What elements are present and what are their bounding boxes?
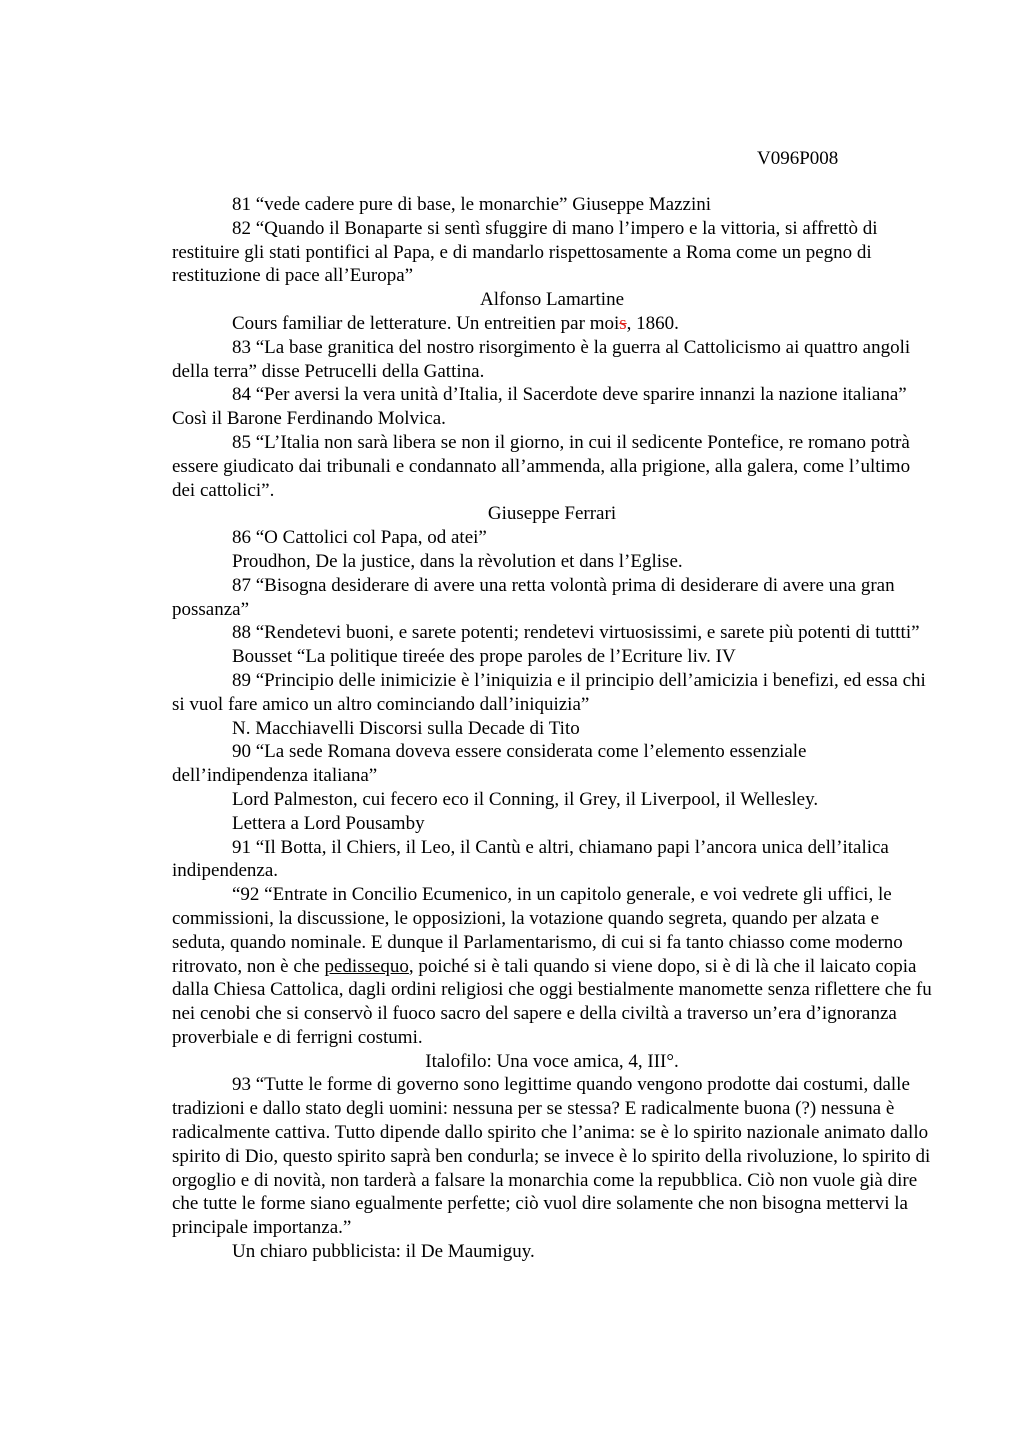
source-lamartine-date: , 1860.: [626, 312, 679, 334]
source-lettera: Lettera a Lord Pousamby: [232, 812, 425, 834]
attribution-lamartine: Alfonso Lamartine: [479, 289, 625, 311]
source-macchiavelli: N. Macchiavelli Discorsi sulla Decade di Tito: [232, 717, 580, 739]
quote-87: 87 “Bisogna desiderare di avere una retta volontà prima di desiderare di avere una gran possanza”: [172, 574, 895, 620]
quote-83: 83 “La base granitica del nostro risorgimento è la guerra al Cattolicismo ai quattro angoli della terra” disse Petrucelli della Gattina.: [172, 336, 911, 382]
quote-85: 85 “L’Italia non sarà libera se non il giorno, in cui il sedicente Pontefice, re romano potrà essere giudicato dai tribunali e condannato all’ammenda, alla prigione, alla galera, come l’ultimo dei cattolici”.: [172, 431, 911, 501]
quote-84: 84 “Per aversi la vera unità d’Italia, il Sacerdote deve sparire innanzi la nazione italiana” Così il Barone Ferdinando Molvica.: [172, 384, 907, 430]
quote-91: 91 “Il Botta, il Chiers, il Leo, il Cantù e altri, chiamano papi l’ancora unica dell’italica indipendenza.: [172, 836, 889, 882]
source-lamartine: [172, 312, 932, 336]
quote-92-start: “92 “Entrate in Concilio Ecumenico, in un capitolo generale, e voi vedrete gli uffici, le commissioni, la discussione, le opposizioni, la votazione quando segreta, quando per alzata e seduta, quando nominale. E dunque il Parlamentarismo, di cui si fa tanto chiasso come moderno ritrovato, non è che: [172, 884, 903, 977]
source-palmeston: Lord Palmeston, cui fecero eco il Conning, il Grey, il Liverpool, il Wellesley.: [232, 788, 819, 810]
document-body: [172, 193, 932, 1264]
underlined-word: pedissequo: [324, 955, 409, 977]
quote-93: 93 “Tutte le forme di governo sono legittime quando vengono prodotte dai costumi, dalle tradizioni e dallo stato degli uomini: nessuna per se stessa? E radicalmente buona (?) nessuna è radicalmente cattiva. Tutto dipende dallo spirito che l’anima: se è lo spirito nazionale animato dallo spirito di Dio, questo spirito saprà ben condurla; se invece è lo spirito della rivoluzione, lo spirito di orgoglio e di novità, non tarderà a falsare la monarchia come la repubblica. Ciò non vuole già dire che tutte le forme siano egualmente perfette; ciò vuol dire solamente che non bisogna mettervi la principale importanza.”: [172, 1074, 931, 1239]
tracked-deletion: s: [619, 312, 627, 334]
quote-92: [172, 883, 932, 1050]
quote-81: 81 “vede cadere pure di base, le monarchie” Giuseppe Mazzini: [232, 194, 711, 215]
source-maumiguy: Un chiaro pubblicista: il De Maumiguy.: [232, 1241, 535, 1263]
source-lamartine-text: Cours familiar de letterature. Un entreitien par moi: [232, 312, 620, 334]
attribution-ferrari: Giuseppe Ferrari: [487, 503, 617, 525]
quote-89: 89 “Principio delle inimicizie è l’iniquizia e il principio dell’amicizia i benefizi, ed essa chi si vuol fare amico un altro cominciando dall’iniquizia”: [172, 669, 926, 715]
quote-90: 90 “La sede Romana doveva essere considerata come l’elemento essenziale dell’indipendenza italiana”: [172, 741, 807, 787]
quote-88: 88 “Rendetevi buoni, e sarete potenti; rendetevi virtuosissimi, e sarete più potenti di tuttti”: [232, 622, 920, 644]
attribution-italofilo: Italofilo: Una voce amica, 4, III°.: [425, 1050, 679, 1072]
source-proudhon: Proudhon, De la justice, dans la rèvolution et dans l’Eglise.: [232, 550, 683, 572]
page-id: V096P008: [757, 148, 839, 169]
quote-92-end: , poiché si è tali quando si viene dopo, si è di là che il laicato copia dalla Chiesa Cattolica, dagli ordini religiosi che oggi bestialmente manomette senza riflettere che fu nei cenobi che si conservò il fuoco sacro del sapere e della civiltà a traverso un’era d’ignoranza proverbiale e di ferrigni costumi.: [172, 955, 932, 1048]
quote-82: 82 “Quando il Bonaparte si sentì sfuggire di mano l’impero e la vittoria, si affrettò di restituire gli stati pontifici al Papa, e di mandarlo rispettosamente a Roma come un pegno di restituzione di pace all’Europa”: [172, 217, 878, 287]
quote-86: 86 “O Cattolici col Papa, od atei”: [232, 527, 487, 549]
source-bousset: Bousset “La politique tireée des prope paroles de l’Ecriture liv. IV: [232, 646, 736, 668]
